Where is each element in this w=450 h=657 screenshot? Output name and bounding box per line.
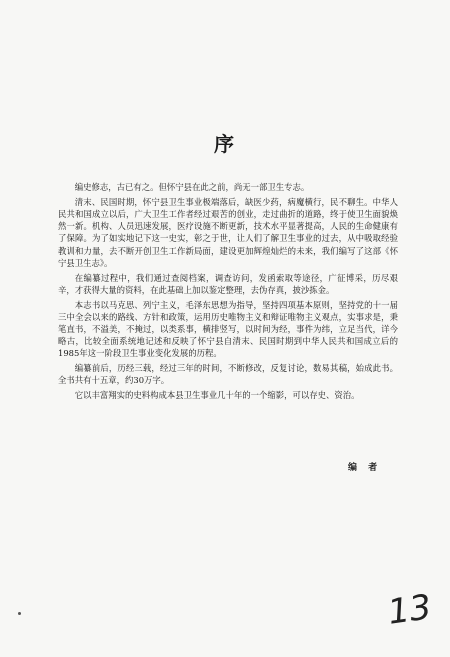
paragraph-1: 编史修志，古已有之。但怀宁县在此之前，尚无一部卫生专志。 <box>74 182 310 192</box>
paragraph-4: 本志书以马克思、列宁主义，毛泽东思想为指导，坚持四项基本原则，坚持党的十一届三中全会以来的路线、方针和政策，运用历史唯物主义和辩证唯物主义观点，实事求是，秉笔直书，不溢美，不掩过，以类系事，横排竖写，以时间为经，事件为纬，立足当代，详今略古，比较全面系统地记述和反映了怀宁县自清末、民国时期到中华人民共和国成立后的1985年这一阶段卫生事业变化发展的历程。 <box>58 299 398 359</box>
paragraph-2: 清末、民国时期，怀宁县卫生事业极端落后，缺医少药，病魔横行，民不聊生。中华人民共和国成立以后，广大卫生工作者经过艰苦的创业，走过曲折的道路，终于使卫生面貌焕然一新。机构、人员迅速发展，医疗设施不断更新，技术水平显著提高，人民的生命健康有了保障。为了如实地记下这一史实，彰之于世，让人们了解卫生事业的过去，从中吸取经验教训和力量，去不断开创卫生工作新局面，建设更加辉煌灿烂的未来，我们编写了这部《怀宁县卫生志》。 <box>58 196 398 268</box>
paragraph-3: 在编纂过程中，我们通过查阅档案，调查访问，发函索取等途径，广征博采，历尽艰辛，才获得大量的资料，在此基础上加以鉴定整理，去伪存真，披沙拣金。 <box>58 272 398 295</box>
handwritten-page-number: 13 <box>385 587 434 633</box>
paragraph-5: 编纂前后，历经三载，经过三年的时间，不断修改，反复讨论，数易其稿，始成此书。全书共有十五章，约30万字。 <box>58 363 398 386</box>
author-signature: 编 者 <box>348 463 382 473</box>
paragraph-6: 它以丰富翔实的史料构成本县卫生事业几十年的一个缩影，可以存史、资治。 <box>74 390 360 401</box>
page-title: 序 <box>214 132 236 156</box>
scan-speck <box>18 612 21 615</box>
preface-body <box>58 181 398 404</box>
